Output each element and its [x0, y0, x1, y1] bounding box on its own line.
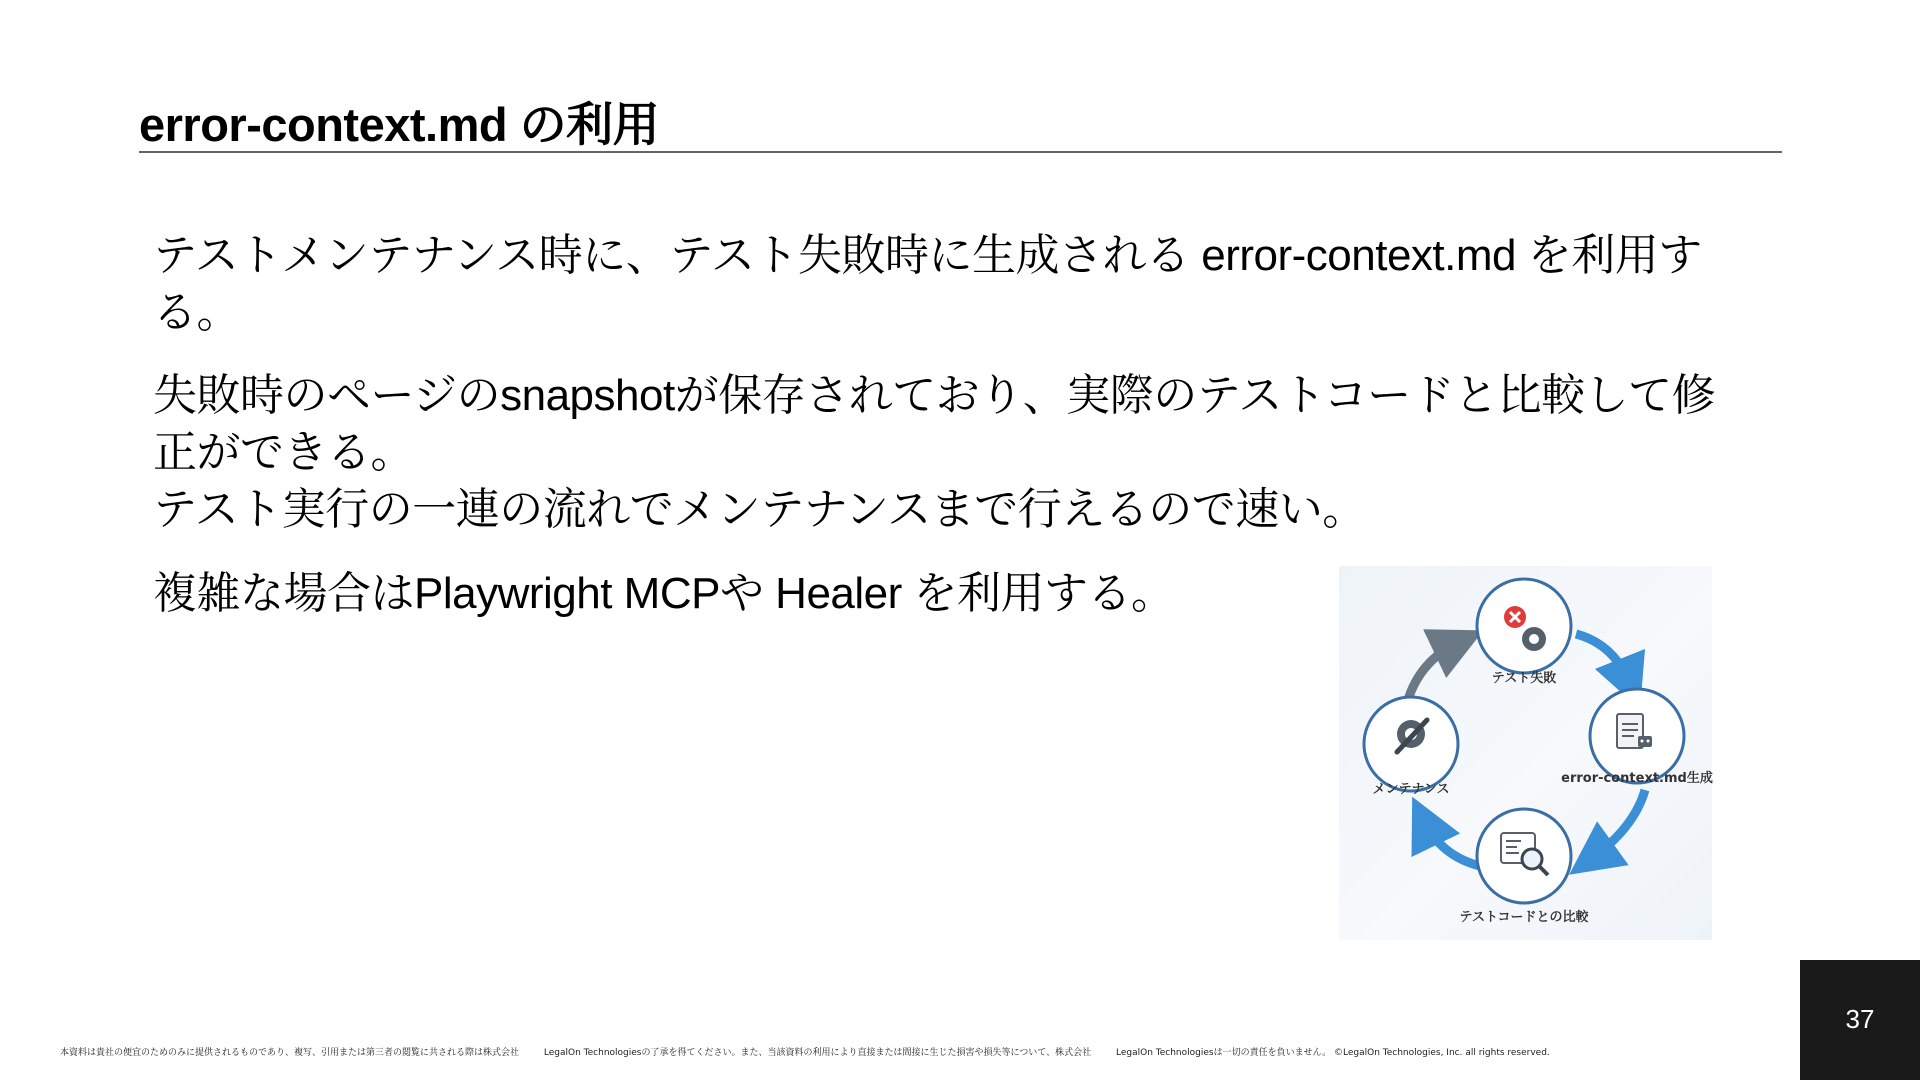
page-number-box: [1800, 960, 1920, 1080]
paragraph-snapshot: [153, 367, 1773, 538]
step-label-maintain: メンテナンス: [1372, 782, 1450, 797]
paragraph-line: テストメンテナンス時に、テスト失敗時に生成される error-context.md を利用す: [153, 231, 1702, 280]
paragraph-line: 正ができる。: [153, 428, 414, 477]
cycle-arrow-compare-to-maintain: [1424, 821, 1480, 866]
paragraph-line: 複雑な場合はPlaywright MCPや Healer を利用する。: [153, 569, 1175, 618]
paragraph-line: 失敗時のページのsnapshotが保存されており、実際のテストコードと比較して修: [153, 371, 1716, 420]
footer-segment: LegalOn Technologiesは一切の責任を負いません。 ©LegalOn Technologies, Inc. all rights reserved.: [1116, 1048, 1550, 1058]
cycle-arrow-fail-to-generate: [1576, 634, 1630, 684]
step-label-compare: テストコードとの比較: [1459, 910, 1589, 925]
step-maintain-node: [1364, 697, 1458, 791]
paragraph-line: る。: [153, 288, 240, 337]
page-number: 37: [1845, 1004, 1875, 1034]
footer-disclaimer: [60, 1045, 1572, 1058]
paragraph-error-context: [153, 227, 1773, 341]
footer-segment: LegalOn Technologiesの了承を得てください。また、当該資料の利用により直接または間接に生じた損害や損失等について、株式会社: [543, 1048, 1092, 1058]
title-underline: [139, 151, 1782, 153]
step-label-fail: テスト失敗: [1491, 671, 1557, 686]
paragraph-line: テスト実行の一連の流れでメンテナンスまで行えるので速い。: [153, 485, 1366, 534]
maintenance-cycle-diagram: [1339, 566, 1712, 940]
footer-segment: 本資料は貴社の便宜のためのみに提供されるものであり、複写、引用または第三者の閲覧に共される際は株式会社: [60, 1048, 520, 1058]
step-fail-node: [1477, 579, 1571, 673]
step-label-generate: error-context.md生成: [1561, 771, 1713, 786]
cycle-arrow-maintain-to-fail: [1407, 642, 1459, 703]
cycle-arrow-generate-to-compare: [1591, 790, 1645, 859]
step-compare-node: [1477, 809, 1571, 903]
slide-title: error-context.md の利用: [139, 98, 660, 151]
